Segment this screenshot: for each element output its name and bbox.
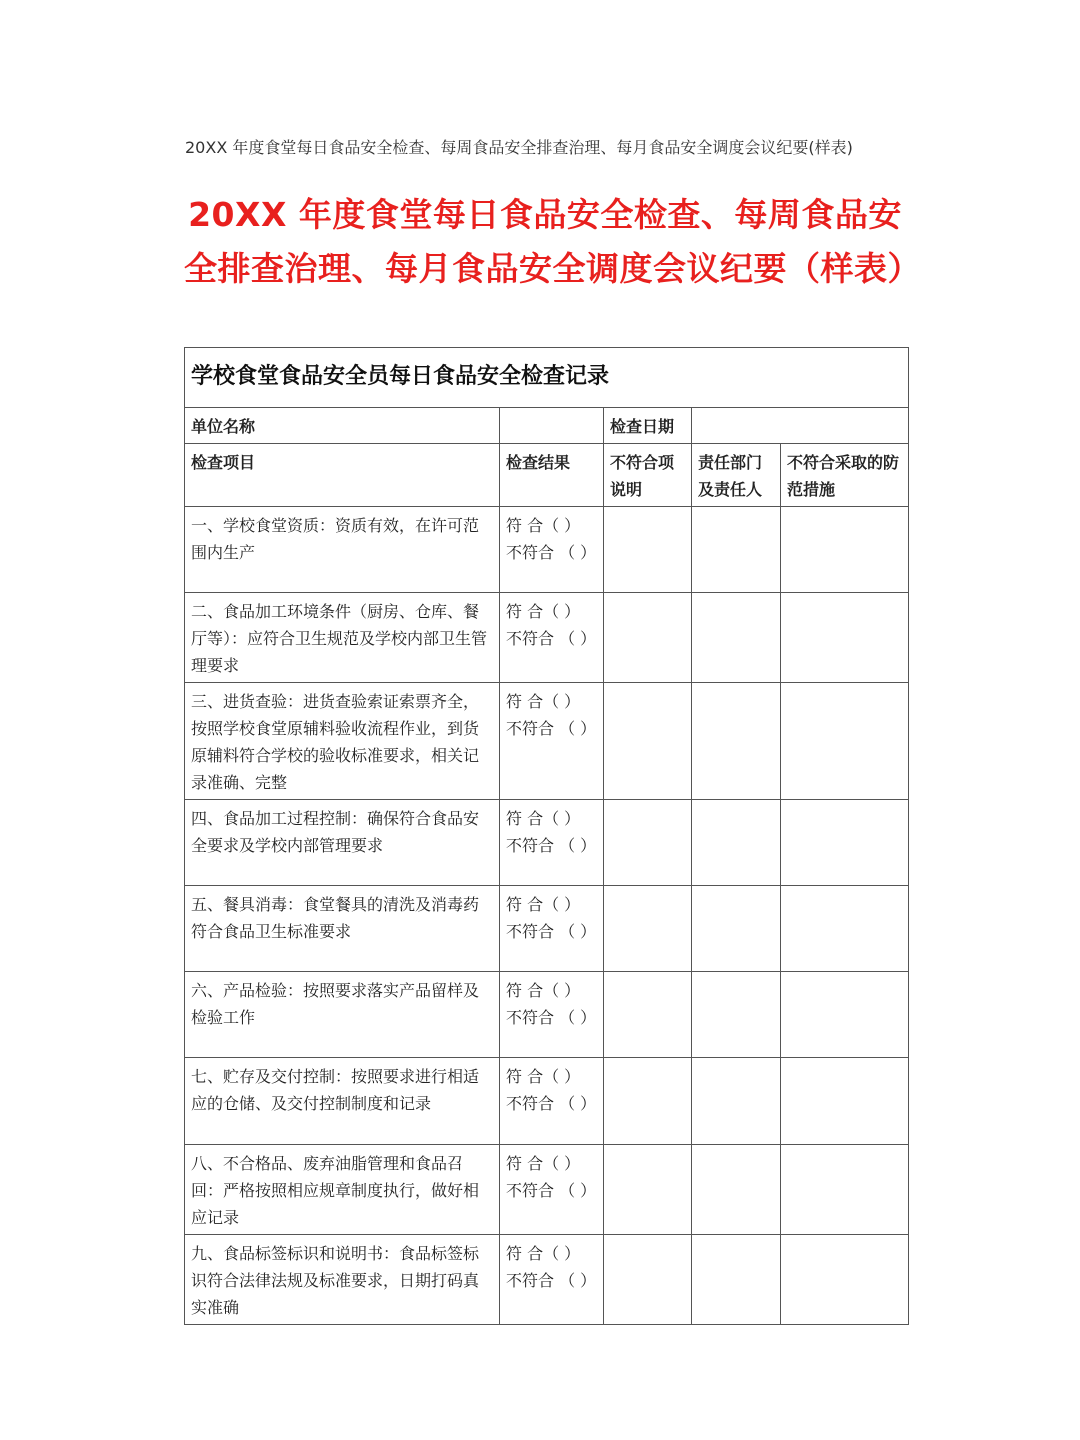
table-row: [185, 1145, 909, 1235]
preventive-measures[interactable]: [781, 886, 909, 972]
responsible-person[interactable]: [692, 1058, 781, 1145]
responsible-person[interactable]: [692, 1145, 781, 1235]
inspection-result[interactable]: 符 合（ ） 不符合 （ ）: [500, 800, 604, 886]
inspection-item: 一、学校食堂资质：资质有效，在许可范围内生产: [185, 507, 500, 593]
preventive-measures[interactable]: [781, 800, 909, 886]
inspection-item: 六、产品检验：按照要求落实产品留样及检验工作: [185, 972, 500, 1058]
column-header-responsible: 责任部门及责任人: [692, 444, 781, 507]
inspection-item: 九、食品标签标识和说明书：食品标签标识符合法律法规及标准要求，日期打码真实准确: [185, 1235, 500, 1325]
preventive-measures[interactable]: [781, 683, 909, 800]
column-header-result: 检查结果: [500, 444, 604, 507]
document-header: 20XX 年度食堂每日食品安全检查、每周食品安全排查治理、每月食品安全调度会议纪要(样表): [185, 138, 853, 157]
responsible-person[interactable]: [692, 507, 781, 593]
inspection-result[interactable]: 符 合（ ） 不符合 （ ）: [500, 972, 604, 1058]
column-header-measures: 不符合采取的防范措施: [781, 444, 909, 507]
responsible-person[interactable]: [692, 886, 781, 972]
inspection-item: 三、进货查验：进货查验索证索票齐全，按照学校食堂原辅料验收流程作业，到货原辅料符合学校的验收标准要求，相关记录准确、完整: [185, 683, 500, 800]
unit-name-label: 单位名称: [185, 408, 500, 444]
table-row: [185, 593, 909, 683]
inspection-record-table: [184, 347, 909, 1325]
inspection-item: 二、食品加工环境条件（厨房、仓库、餐厅等）：应符合卫生规范及学校内部卫生管理要求: [185, 593, 500, 683]
inspection-result[interactable]: 符 合（ ） 不符合 （ ）: [500, 593, 604, 683]
preventive-measures[interactable]: [781, 972, 909, 1058]
noncompliance-note[interactable]: [604, 1058, 692, 1145]
preventive-measures[interactable]: [781, 1235, 909, 1325]
noncompliance-note[interactable]: [604, 593, 692, 683]
inspection-item: 八、不合格品、废弃油脂管理和食品召回：严格按照相应规章制度执行，做好相应记录: [185, 1145, 500, 1235]
inspection-date-label: 检查日期: [604, 408, 692, 444]
table-row: [185, 800, 909, 886]
responsible-person[interactable]: [692, 593, 781, 683]
preventive-measures[interactable]: [781, 507, 909, 593]
inspection-result[interactable]: 符 合（ ） 不符合 （ ）: [500, 886, 604, 972]
noncompliance-note[interactable]: [604, 886, 692, 972]
table-row: [185, 1235, 909, 1325]
inspection-item: 五、餐具消毒：食堂餐具的清洗及消毒药符合食品卫生标准要求: [185, 886, 500, 972]
noncompliance-note[interactable]: [604, 800, 692, 886]
noncompliance-note[interactable]: [604, 507, 692, 593]
inspection-result[interactable]: 符 合（ ） 不符合 （ ）: [500, 1145, 604, 1235]
table-row: [185, 1058, 909, 1145]
preventive-measures[interactable]: [781, 1145, 909, 1235]
responsible-person[interactable]: [692, 1235, 781, 1325]
table-row: [185, 886, 909, 972]
noncompliance-note[interactable]: [604, 683, 692, 800]
noncompliance-note[interactable]: [604, 972, 692, 1058]
page-title: 20XX 年度食堂每日食品安全检查、每周食品安全排查治理、每月食品安全调度会议纪要（样表）: [184, 195, 921, 288]
responsible-person[interactable]: [692, 683, 781, 800]
preventive-measures[interactable]: [781, 1058, 909, 1145]
column-header-noncompliance: 不符合项说明: [604, 444, 692, 507]
inspection-result[interactable]: 符 合（ ） 不符合 （ ）: [500, 1235, 604, 1325]
inspection-date-value[interactable]: [692, 408, 909, 444]
table-row: [185, 972, 909, 1058]
table-row: [185, 683, 909, 800]
inspection-result[interactable]: 符 合（ ） 不符合 （ ）: [500, 1058, 604, 1145]
inspection-result[interactable]: 符 合（ ） 不符合 （ ）: [500, 507, 604, 593]
inspection-item: 七、贮存及交付控制：按照要求进行相适应的仓储、及交付控制制度和记录: [185, 1058, 500, 1145]
inspection-item: 四、食品加工过程控制：确保符合食品安全要求及学校内部管理要求: [185, 800, 500, 886]
responsible-person[interactable]: [692, 800, 781, 886]
inspection-result[interactable]: 符 合（ ） 不符合 （ ）: [500, 683, 604, 800]
form-title: 学校食堂食品安全员每日食品安全检查记录: [185, 348, 909, 408]
responsible-person[interactable]: [692, 972, 781, 1058]
noncompliance-note[interactable]: [604, 1235, 692, 1325]
unit-name-value[interactable]: [500, 408, 604, 444]
table-row: [185, 507, 909, 593]
preventive-measures[interactable]: [781, 593, 909, 683]
column-header-item: 检查项目: [185, 444, 500, 507]
noncompliance-note[interactable]: [604, 1145, 692, 1235]
